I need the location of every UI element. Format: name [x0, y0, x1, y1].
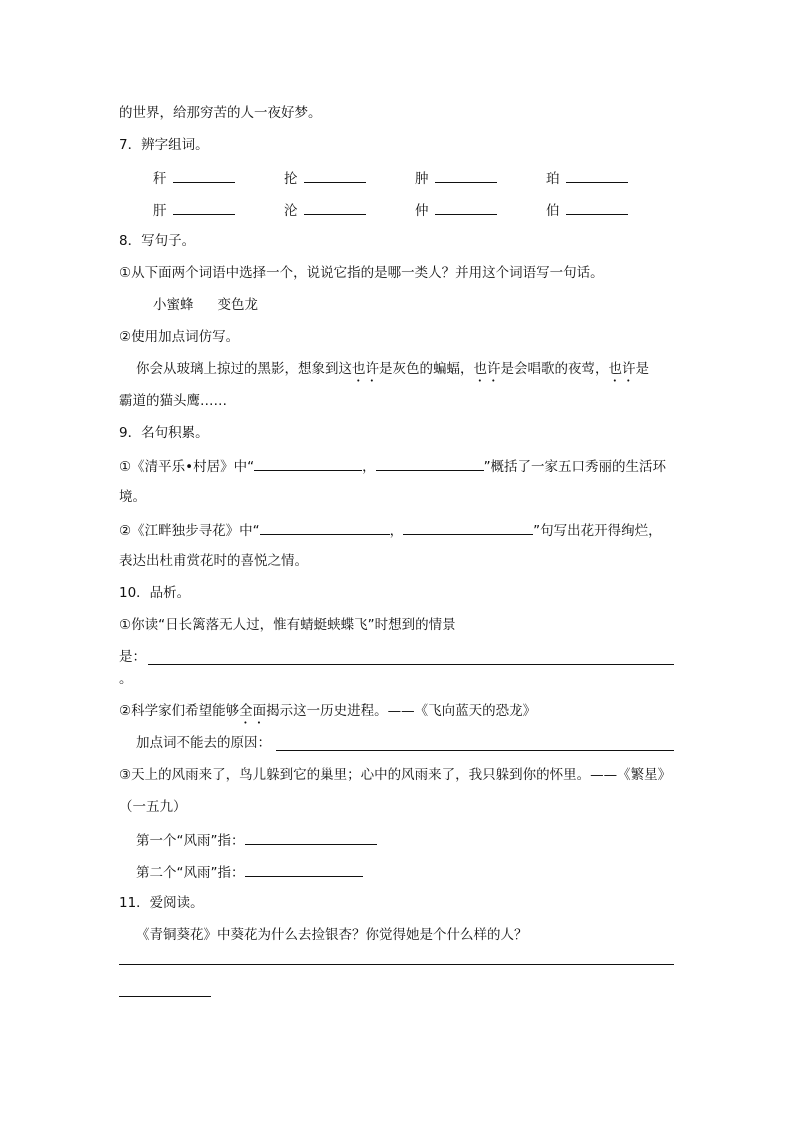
- answer-line[interactable]: [148, 664, 674, 665]
- q7-char: 抡: [284, 171, 298, 187]
- q7-cell: [284, 200, 366, 220]
- q8-passage-line2: 霸道的猫头鹰……: [119, 393, 227, 409]
- dotted-word: 也许: [473, 361, 501, 377]
- q10-item1-end: 。: [119, 671, 133, 687]
- q8-part1-prompt: ①从下面两个词语中选择一个，说说它指的是哪一类人？并用这个词语写一句话。: [119, 265, 604, 281]
- answer-line[interactable]: [276, 750, 674, 751]
- q7-cell: [546, 168, 628, 188]
- dotted-word: 全面: [239, 703, 267, 719]
- q7-char: 珀: [546, 171, 560, 187]
- q8-word-options: [153, 296, 258, 314]
- q7-cell: [415, 168, 497, 188]
- dotted-word: 也许: [608, 361, 636, 377]
- q11-question: 《青铜葵花》中葵花为什么去捡银杏？你觉得她是个什么样的人？: [136, 927, 528, 943]
- q7-cell: [415, 200, 497, 220]
- q10-item3-cont: （一五九）: [119, 799, 187, 815]
- fill-blank[interactable]: [245, 830, 377, 845]
- word-option: 变色龙: [217, 297, 258, 313]
- q7-char: 仲: [415, 203, 429, 219]
- q10-title: 10．品析。: [119, 585, 191, 601]
- q8-part2-prompt: ②使用加点词仿写。: [119, 329, 240, 345]
- q10-item2: ②科学家们希望能够全面揭示这一历史进程。——《飞向蓝天的恐龙》: [119, 703, 537, 719]
- q7-blank[interactable]: [566, 168, 628, 183]
- q7-char: 肝: [153, 203, 167, 219]
- q7-char: 秆: [153, 171, 167, 187]
- fill-blank[interactable]: [254, 456, 362, 471]
- continuation-text: 的世界，给那穷苦的人一夜好梦。: [119, 105, 322, 121]
- q7-cell: [153, 200, 235, 220]
- word-option: 小蜜蜂: [153, 297, 194, 313]
- answer-line[interactable]: [119, 964, 674, 965]
- fill-blank[interactable]: [245, 862, 363, 877]
- q7-cell: [546, 200, 628, 220]
- q7-cell: [153, 168, 235, 188]
- q7-blank[interactable]: [173, 168, 235, 183]
- q9-item2: ②《江畔独步寻花》中“ ， ”句写出花开得绚烂，: [119, 520, 662, 540]
- q10-item1-label: 是：: [119, 649, 146, 665]
- q9-item2-cont: 表达出杜甫赏花时的喜悦之情。: [119, 553, 308, 569]
- fill-blank[interactable]: [403, 520, 533, 535]
- q10-item3: ③天上的风雨来了，鸟儿躲到它的巢里；心中的风雨来了，我只躲到你的怀里。——《繁星》: [119, 767, 672, 783]
- q7-blank[interactable]: [304, 200, 366, 215]
- q9-title: 9．名句积累。: [119, 425, 209, 441]
- q7-blank[interactable]: [435, 200, 497, 215]
- fill-blank[interactable]: [376, 456, 484, 471]
- q9-item1: ①《清平乐•村居》中“ ， ”概括了一家五口秀丽的生活环: [119, 456, 666, 476]
- q11-title: 11．爱阅读。: [119, 895, 204, 911]
- q9-item1-cont: 境。: [119, 489, 146, 505]
- q10-item1-prompt: ①你读“日长篱落无人过，惟有蜻蜓蛱蝶飞”时想到的情景: [119, 617, 456, 633]
- q7-blank[interactable]: [304, 168, 366, 183]
- q7-cell: [284, 168, 366, 188]
- q8-passage-line1: 你会从玻璃上掠过的黑影，想象到这也许是灰色的蝙蝠，也许是会唱歌的夜莺，也许是: [136, 361, 649, 377]
- q7-char: 沦: [284, 203, 298, 219]
- answer-line[interactable]: [119, 996, 211, 997]
- q7-blank[interactable]: [566, 200, 628, 215]
- q7-blank[interactable]: [435, 168, 497, 183]
- q8-title: 8．写句子。: [119, 233, 196, 249]
- q10-item3-label2: 第二个“风雨”指：: [136, 862, 363, 882]
- q7-char: 伯: [546, 203, 560, 219]
- fill-blank[interactable]: [260, 520, 390, 535]
- q7-char: 肿: [415, 171, 429, 187]
- q10-item3-label1: 第一个“风雨”指：: [136, 830, 377, 850]
- dotted-word: 也许: [352, 361, 379, 377]
- q7-blank[interactable]: [173, 200, 235, 215]
- q7-title: 7．辨字组词。: [119, 137, 209, 153]
- q10-item2-label: 加点词不能去的原因：: [136, 735, 271, 751]
